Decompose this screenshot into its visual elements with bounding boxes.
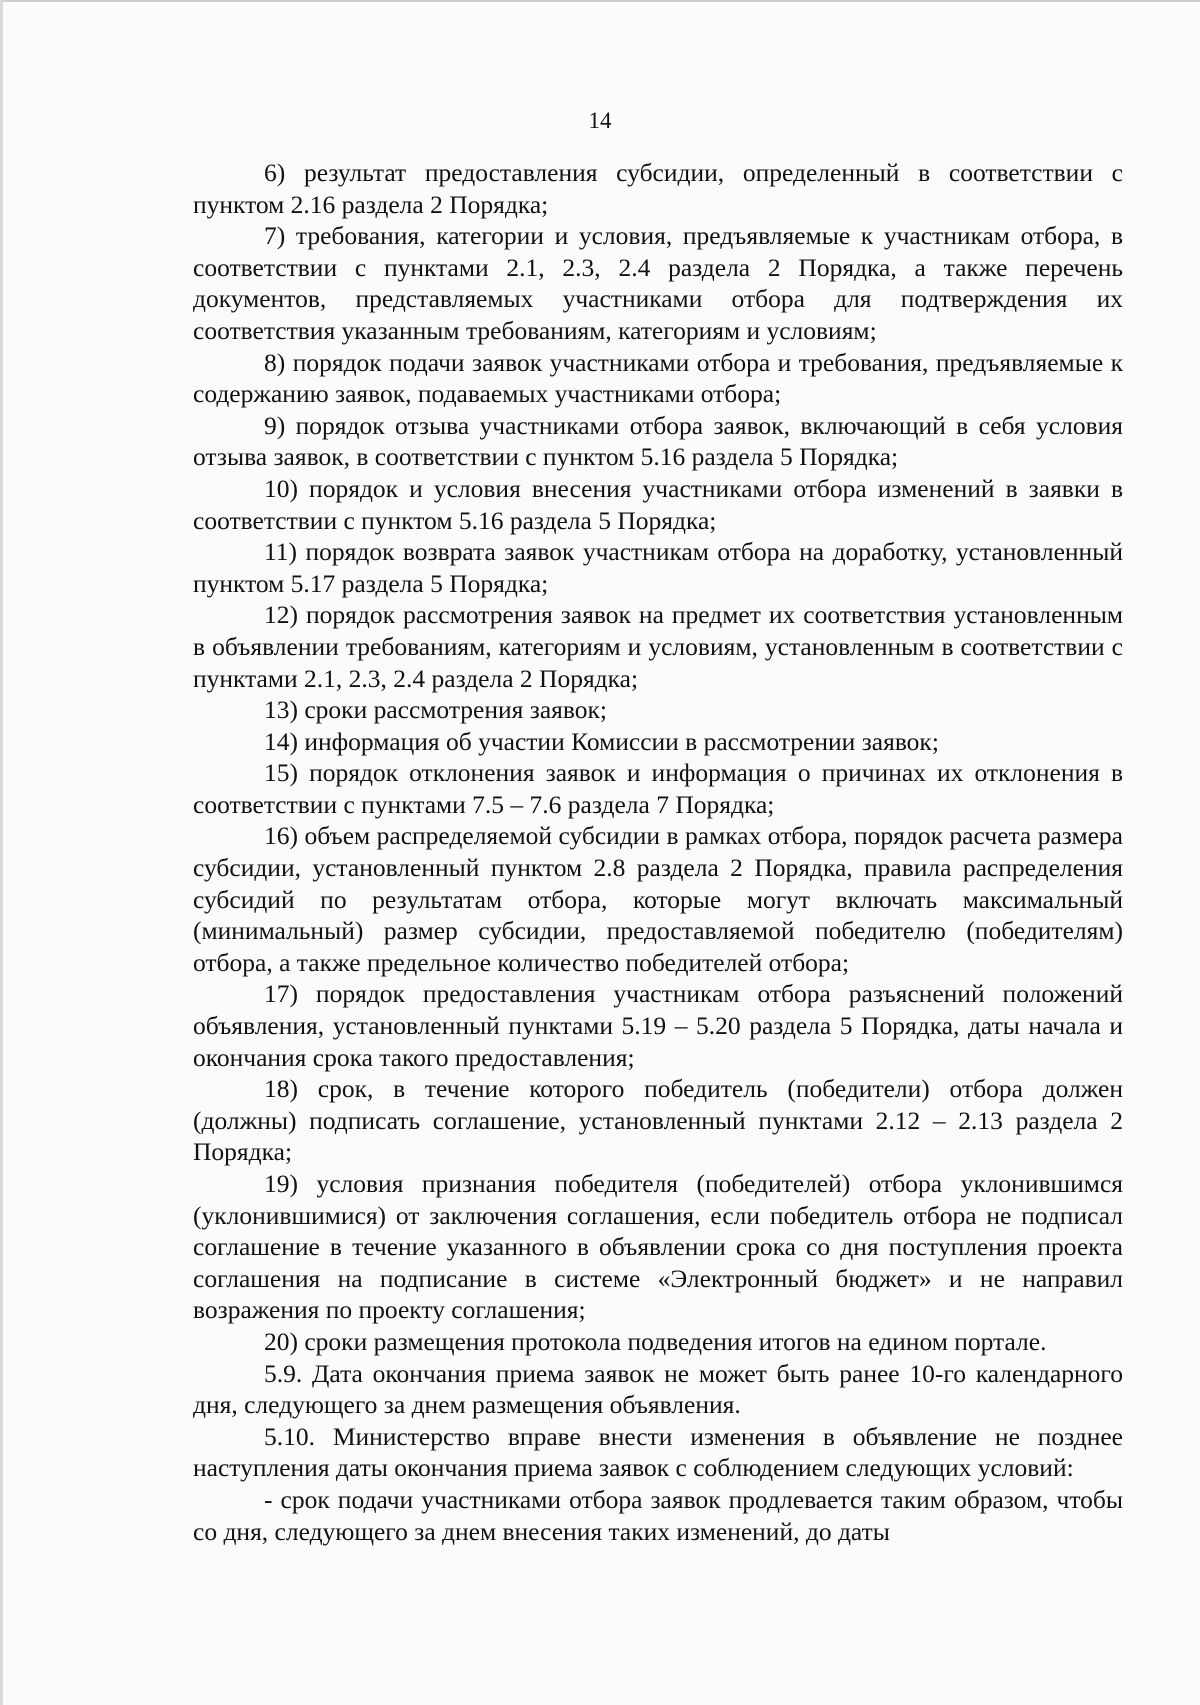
scan-top-edge — [0, 0, 1200, 2]
paragraph: 9) порядок отзыва участниками отбора заявок, включающий в себя условия отзыва заявок, в соответствии с пунктом 5.16 раздела 5 Порядка; — [193, 410, 1123, 472]
paragraph: 19) условия признания победителя (победителей) отбора уклонившимся (уклонившимися) от заключения соглашения, если победитель отбора не подписал соглашение в течение указанного в объявлении срока со дня поступления проекта соглашения на подписание в системе «Электронный бюджет» и не направил возражения по проекту соглашения; — [193, 1169, 1123, 1325]
paragraph: 8) порядок подачи заявок участниками отбора и требования, предъявляемые к содержанию заявок, подаваемых участниками отбора; — [193, 347, 1123, 409]
paragraph: 15) порядок отклонения заявок и информация о причинах их отклонения в соответствии с пунктами 7.5 – 7.6 раздела 7 Порядка; — [193, 758, 1123, 819]
scan-left-edge — [0, 0, 3, 1705]
paragraph: 13) сроки рассмотрения заявок; — [264, 695, 607, 725]
paragraph: 7) требования, категории и условия, предъявляемые к участникам отбора, в соответствии с пунктами 2.1, 2.3, 2.4 раздела 2 Порядка, а также перечень документов, представляемых участниками отбора для подтверждения их соответствия указанным требованиям, категориям и условиям; — [193, 221, 1123, 345]
paragraph: 5.9. Дата окончания приема заявок не может быть ранее 10-го календарного дня, следующего за днем размещения объявления. — [193, 1358, 1123, 1420]
paragraph: 11) порядок возврата заявок участникам отбора на доработку, установленный пунктом 5.17 раздела 5 Порядка; — [193, 537, 1123, 598]
paragraph: 17) порядок предоставления участникам отбора разъяснений положений объявления, установленный пунктами 5.19 – 5.20 раздела 5 Порядка, даты начала и окончания срока такого предоставления; — [193, 979, 1123, 1072]
paragraph: 12) порядок рассмотрения заявок на предмет их соответствия установленным в объявлении требованиям, категориям и условиям, установленным в соответствии с пунктами 2.1, 2.3, 2.4 раздела 2 Порядка; — [193, 600, 1123, 693]
paragraph: 14) информация об участии Комиссии в рассмотрении заявок; — [264, 726, 939, 756]
page-number: 14 — [588, 108, 612, 133]
paragraph: 6) результат предоставления субсидии, определенный в соответствии с пунктом 2.16 раздела 2 Порядка; — [193, 158, 1123, 219]
document-body — [193, 157, 1123, 1547]
paragraph: - срок подачи участниками отбора заявок продлевается таким образом, чтобы со дня, следующего за днем внесения таких изменений, до даты — [193, 1484, 1123, 1546]
paragraph: 10) порядок и условия внесения участниками отбора изменений в заявки в соответствии с пунктом 5.16 раздела 5 Порядка; — [193, 473, 1123, 535]
paragraph: 16) объем распределяемой субсидии в рамках отбора, порядок расчета размера субсидии, установленный пунктом 2.8 раздела 2 Порядка, правила распределения субсидий по результатам отбора, которые могут включать максимальный (минимальный) размер субсидии, предоставляемой победителю (победителям) отбора, а также предельное количество победителей отбора; — [193, 821, 1123, 977]
paragraph: 18) срок, в течение которого победитель (победители) отбора должен (должны) подписать соглашение, установленный пунктами 2.12 – 2.13 раздела 2 Порядка; — [193, 1074, 1123, 1167]
paragraph: 20) сроки размещения протокола подведения итогов на едином портале. — [264, 1326, 1047, 1356]
paragraph: 5.10. Министерство вправе внести изменения в объявление не позднее наступления даты окончания приема заявок с соблюдением следующих условий: — [193, 1421, 1123, 1483]
